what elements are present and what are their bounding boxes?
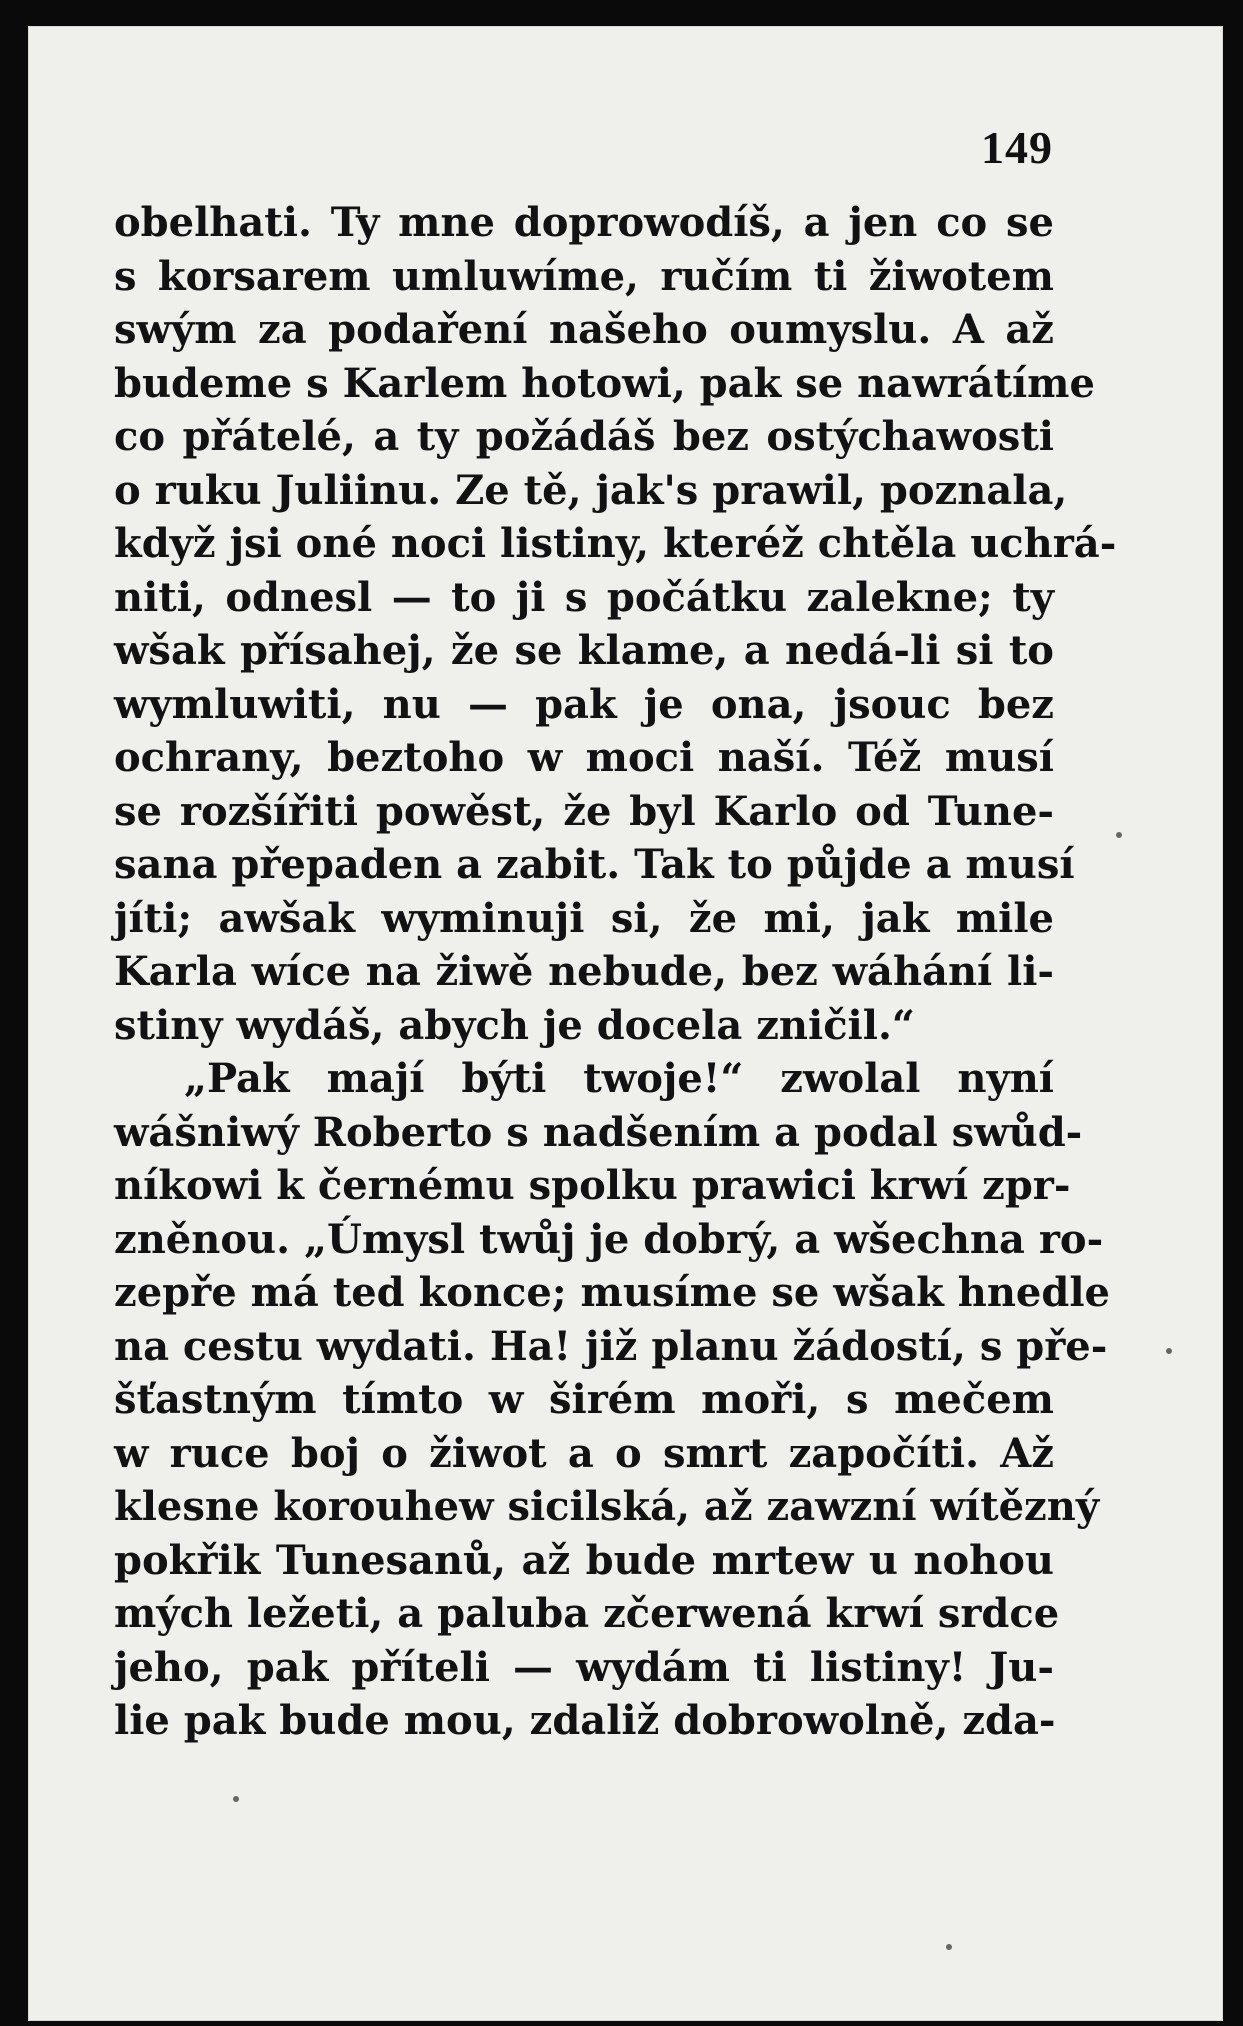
dust-speck xyxy=(1116,832,1122,838)
dust-speck xyxy=(233,1796,239,1802)
text-line: wymluwiti, nu — pak je ona, jsouc bez xyxy=(114,680,1054,728)
text-line: když jsi oné noci listiny, kteréž chtěla uchrá- xyxy=(114,520,1117,567)
text-line: zněnou. „Úmysl twůj je dobrý, a wšechna ro- xyxy=(114,1215,1104,1263)
text-line: Karla wíce na žiwě nebude, bez wáhání li- xyxy=(114,948,1054,995)
text-line: jíti; awšak wyminuji si, že mi, jak mile xyxy=(114,894,1054,942)
text-line: níkowi k černému spolku prawici krwí zpr- xyxy=(114,1162,1071,1209)
text-line: stiny wydáš, abych je docela zničil.“ xyxy=(114,1001,915,1049)
text-line: jeho, pak příteli — wydám ti listiny! Ju- xyxy=(114,1643,1054,1691)
text-line: s korsarem umluwíme, ručím ti žiwotem xyxy=(114,252,1054,300)
text-line: swým za podaření našeho oumyslu. A až xyxy=(114,306,1054,353)
body-text xyxy=(114,196,1117,1748)
text-line: mých ležeti, a paluba zčerwená krwí srdce xyxy=(114,1590,1060,1637)
text-line: obelhati. Ty mne doprowodíš, a jen co se xyxy=(114,199,1054,246)
text-line: co přátelé, a ty požádáš bez ostýchawosti xyxy=(114,413,1054,460)
text-line: wšak přísahej, že se klame, a nedá-li si to xyxy=(114,627,1054,674)
text-line: zepře má ted konce; musíme se wšak hnedle xyxy=(114,1269,1110,1316)
page-number: 149 xyxy=(981,122,1053,173)
text-line: šťastným tímto w širém moři, s mečem xyxy=(114,1376,1054,1423)
text-line: w ruce boj o žiwot a o smrt započíti. Až xyxy=(114,1429,1054,1477)
dust-speck xyxy=(946,1944,952,1950)
text-line: sana přepaden a zabit. Tak to půjde a musí xyxy=(114,841,1075,888)
book-page xyxy=(28,26,1223,2021)
text-line: wášniwý Roberto s nadšením a podal swůd- xyxy=(114,1108,1083,1156)
text-line: pokřik Tunesanů, až bude mrtew u nohou xyxy=(114,1536,1054,1584)
dust-speck xyxy=(1166,1348,1172,1354)
text-line: ochrany, beztoho w moci naší. Též musí xyxy=(114,734,1054,781)
text-line: klesne korouhew sicilská, až zawzní wítězný xyxy=(114,1483,1100,1530)
text-line: se rozšířiti powěst, že byl Karlo od Tune- xyxy=(114,787,1054,835)
text-line: „Pak mají býti twoje!“ zwolal nyní xyxy=(184,1055,1054,1102)
text-line: budeme s Karlem hotowi, pak se nawrátíme xyxy=(114,359,1095,407)
text-line: o ruku Juliinu. Ze tě, jak's prawil, poznala, xyxy=(114,466,1068,514)
text-line: na cestu wydati. Ha! již planu žádostí, s pře- xyxy=(114,1322,1108,1370)
text-line: niti, odnesl — to ji s počátku zalekne; ty xyxy=(114,573,1054,621)
text-line: lie pak bude mou, zdaliž dobrowolně, zda- xyxy=(114,1697,1056,1744)
